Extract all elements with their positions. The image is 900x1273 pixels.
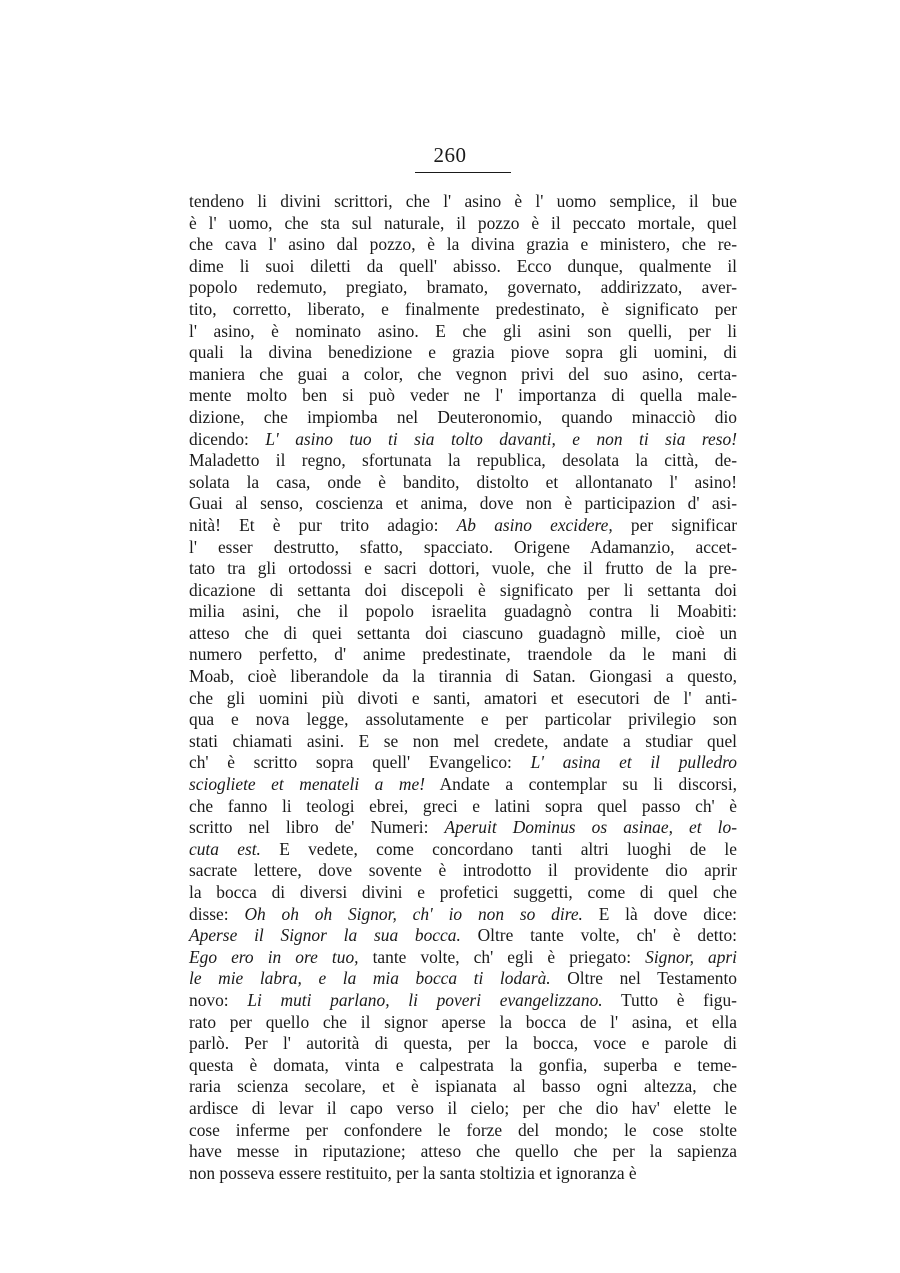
text-run: mente molto ben si può veder ne l' importanza di quella male-: [189, 385, 737, 406]
text-run: tato tra gli ortodossi e sacri dottori, vuole, che il frutto de la pre-: [189, 558, 737, 579]
text-run: rato per quello che il signor aperse la bocca de l' asina, et ella: [189, 1011, 737, 1032]
text-run: stati chiamati asini. E se non mel credete, andate a studiar quel: [189, 730, 737, 751]
text-line: [189, 1012, 737, 1034]
italic-quote: Li muti parlano, li poveri evangelizzano.: [247, 989, 603, 1010]
text-line: [189, 213, 737, 235]
text-line: [189, 234, 737, 256]
text-run: disse:: [189, 903, 245, 924]
text-line: [189, 882, 737, 904]
text-line: [189, 1141, 737, 1163]
text-run: atteso che di quei settanta doi ciascuno guadagnò mille, cioè un: [189, 622, 737, 643]
text-run: numero perfetto, d' anime predestinate, traendole da le mani di: [189, 644, 737, 665]
text-line: [189, 839, 737, 861]
text-line: [189, 1163, 737, 1185]
text-line: [189, 1033, 737, 1055]
text-run: Oltre tante volte, ch' è detto:: [460, 925, 737, 946]
text-line: [189, 796, 737, 818]
text-line: [189, 472, 737, 494]
text-run: ch' è scritto sopra quell' Evangelico:: [189, 752, 531, 773]
text-run: tito, corretto, liberato, e finalmente predestinato, è significato per: [189, 298, 737, 319]
text-run: have messe in riputazione; atteso che quello che per la sapienza: [189, 1141, 737, 1162]
text-run: quali la divina benedizione e grazia piove sopra gli uomini, di: [189, 342, 737, 363]
text-run: che fanno li teologi ebrei, greci e latini sopra quel passo ch' è: [189, 795, 737, 816]
text-run: dicazione di settanta doi discepoli è significato per li settanta doi: [189, 579, 737, 600]
text-run: raria scienza secolare, et è ispianata al basso ogni altezza, che: [189, 1076, 737, 1097]
text-line: [189, 709, 737, 731]
text-run: scritto nel libro de' Numeri:: [189, 817, 445, 838]
italic-quote: L' asina et il pulledro: [530, 752, 738, 773]
text-line: [189, 1098, 737, 1120]
text-line: [189, 429, 737, 451]
text-line: [189, 990, 737, 1012]
text-line: [189, 947, 737, 969]
italic-quote: cuta est.: [189, 838, 261, 859]
text-line: [189, 1055, 737, 1077]
page-number: 260: [433, 143, 467, 167]
text-run: sacrate lettere, dove sovente è introdotto il providente dio aprir: [189, 860, 737, 881]
text-line: [189, 493, 737, 515]
italic-quote: L' asino tuo ti sia tolto davanti, e non ti sia reso!: [265, 428, 737, 449]
text-line: [189, 860, 737, 882]
italic-quote: Signor, apri: [645, 946, 737, 967]
text-line: [189, 580, 737, 602]
text-line: [189, 191, 737, 213]
text-run: tendeno li divini scrittori, che l' asino è l' uomo semplice, il bue: [189, 191, 737, 211]
text-run: l' esser destrutto, sfatto, spacciato. Origene Adamanzio, accet-: [189, 536, 737, 557]
text-line: [189, 623, 737, 645]
text-run: novo:: [189, 989, 248, 1010]
text-line: [189, 774, 737, 796]
text-line: [189, 817, 737, 839]
text-line: [189, 731, 737, 753]
italic-quote: sciogliete et menateli a me!: [189, 774, 425, 795]
text-line: [189, 277, 737, 299]
text-run: non posseva essere restituito, per la santa stoltizia et ignoranza è: [189, 1162, 637, 1183]
text-run: Maladetto il regno, sfortunata la republica, desolata la città, de-: [189, 450, 737, 471]
text-run: Andate a contemplar su li discorsi,: [425, 774, 737, 795]
text-line: [189, 385, 737, 407]
text-line: [189, 925, 737, 947]
text-run: Guai al senso, coscienza et anima, dove non è participazion d' asi-: [189, 493, 737, 514]
text-line: [189, 752, 737, 774]
text-run: nità! Et è pur trito adagio:: [189, 514, 457, 535]
text-line: [189, 321, 737, 343]
text-run: cose inferme per confondere le forze del mondo; le cose stolte: [189, 1119, 737, 1140]
text-line: [189, 515, 737, 537]
text-line: [189, 558, 737, 580]
text-run: qua e nova legge, assolutamente e per particolar privilegio son: [189, 709, 737, 730]
text-run: per significar: [612, 514, 738, 535]
text-line: [189, 1076, 737, 1098]
text-run: la bocca di diversi divini e profetici suggetti, come di quel che: [189, 882, 737, 902]
text-line: [189, 256, 737, 278]
text-run: E vedete, come concordano tanti altri luoghi de le: [260, 838, 737, 859]
header-rule: [415, 172, 511, 173]
text-line: [189, 601, 737, 623]
text-run: questa è domata, vinta e calpestrata la gonfia, superba e teme-: [189, 1054, 737, 1075]
text-run: Moab, cioè liberandole da la tirannia di Satan. Giongasi a questo,: [189, 666, 737, 687]
text-run: Oltre nel Testamento: [550, 968, 737, 989]
text-line: [189, 407, 737, 429]
italic-quote: le mie labra, e la mia bocca ti lodarà.: [189, 968, 551, 989]
text-run: solata la casa, onde è bandito, distolto et allontanato l' asino!: [189, 471, 737, 492]
text-line: [189, 364, 737, 386]
text-line: [189, 904, 737, 926]
text-run: milia asini, che il popolo israelita guadagnò contra li Moabiti:: [189, 601, 737, 622]
text-run: è l' uomo, che sta sul naturale, il pozzo è il peccato mortale, quel: [189, 212, 737, 233]
text-line: [189, 299, 737, 321]
text-line: [189, 1120, 737, 1142]
text-run: tante volte, ch' egli è priegato:: [358, 946, 646, 967]
italic-quote: Aperuit Dominus os asinae, et lo-: [444, 817, 737, 838]
italic-quote: Oh oh oh Signor, ch' io non so dire.: [244, 903, 583, 924]
text-line: [189, 688, 737, 710]
text-run: l' asino, è nominato asino. E che gli asini son quelli, per li: [189, 320, 737, 341]
text-run: che gli uomini più divoti e santi, amatori et esecutori de l' anti-: [189, 687, 737, 708]
text-line: [189, 450, 737, 472]
italic-quote: Ab asino excidere,: [456, 514, 613, 535]
text-line: [189, 537, 737, 559]
text-run: popolo redemuto, pregiato, bramato, governato, addirizzato, aver-: [189, 277, 737, 298]
text-run: ardisce di levar il capo verso il cielo; per che dio hav' elette le: [189, 1097, 737, 1118]
text-run: dime li suoi diletti da quell' abisso. Ecco dunque, qualmente il: [189, 255, 737, 276]
text-run: maniera che guai a color, che vegnon privi del suo asino, certa-: [189, 363, 737, 384]
text-run: parlò. Per l' autorità di questa, per la bocca, voce e parole di: [189, 1033, 737, 1054]
text-run: dizione, che impiomba nel Deuteronomio, quando minacciò dio: [189, 406, 737, 427]
text-line: [189, 342, 737, 364]
text-line: [189, 968, 737, 990]
text-run: dicendo:: [189, 428, 266, 449]
text-line: [189, 666, 737, 688]
text-run: Tutto è figu-: [602, 989, 737, 1010]
text-line: [189, 644, 737, 666]
italic-quote: Ego ero in ore tuo,: [189, 946, 359, 967]
body-text: [189, 191, 737, 1184]
text-run: E là dove dice:: [582, 903, 737, 924]
italic-quote: Aperse il Signor la sua bocca.: [189, 925, 461, 946]
text-run: che cava l' asino dal pozzo, è la divina grazia e ministero, che re-: [189, 234, 737, 255]
